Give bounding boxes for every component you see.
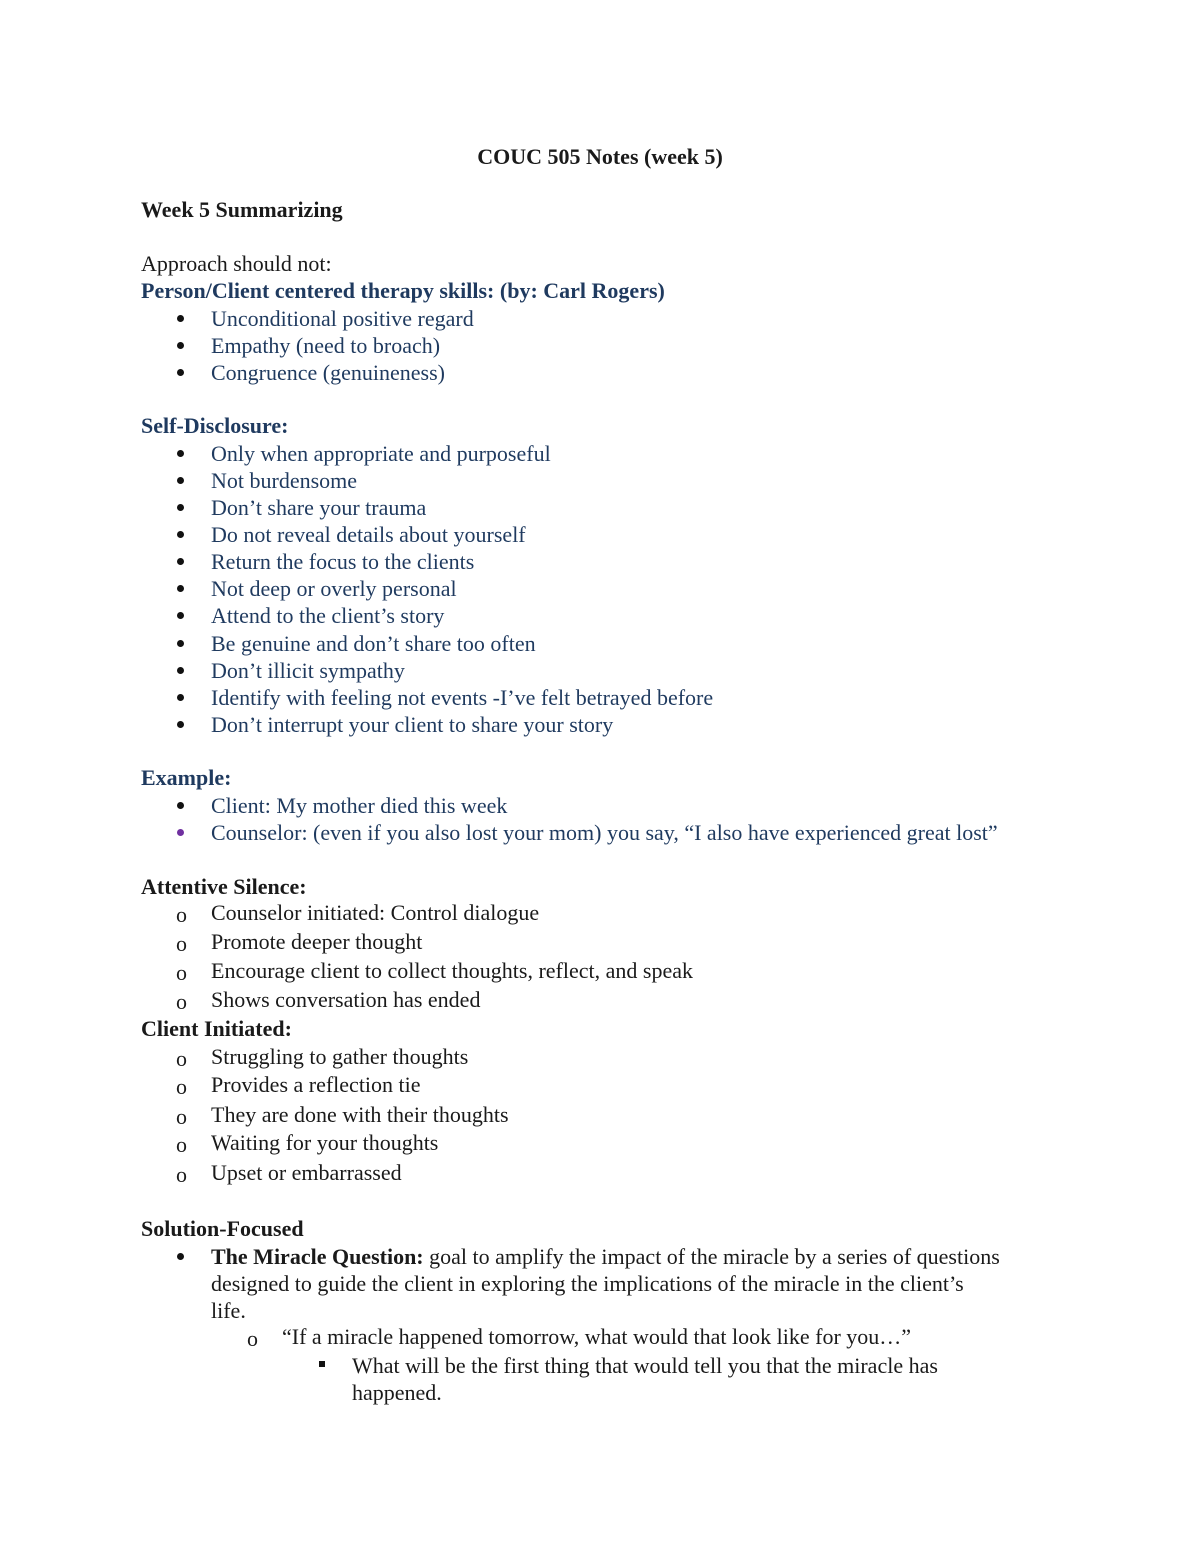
hollow-bullet-icon: o: [176, 931, 187, 956]
list-item: Attend to the client’s story: [211, 603, 445, 628]
list-item: Not deep or overly personal: [211, 576, 457, 601]
list-item: Don’t share your trauma: [211, 495, 427, 520]
list-item: Congruence (genuineness): [211, 360, 445, 385]
bullet-icon: [177, 585, 184, 592]
bullet-icon: [177, 315, 184, 322]
list-item: Unconditional positive regard: [211, 306, 474, 331]
miracle-question-text: goal to amplify the impact of the miracle by a series of questions: [429, 1244, 1000, 1269]
miracle-question-line: [211, 1244, 1000, 1270]
list-item: Do not reveal details about yourself: [211, 522, 526, 547]
hollow-bullet-icon: o: [176, 989, 187, 1014]
miracle-question-line-3: life.: [211, 1298, 246, 1323]
bullet-icon: [177, 369, 184, 376]
list-item: Waiting for your thoughts: [211, 1130, 439, 1155]
bullet-icon: [177, 504, 184, 511]
bullet-icon: [177, 694, 184, 701]
square-bullet-icon: [319, 1361, 325, 1367]
bullet-icon: [177, 342, 184, 349]
attentive-silence-heading: Attentive Silence:: [141, 874, 307, 899]
list-item: Be genuine and don’t share too often: [211, 631, 536, 656]
bullet-icon: [177, 640, 184, 647]
solution-focused-heading: Solution-Focused: [141, 1216, 304, 1241]
list-item: Client: My mother died this week: [211, 793, 508, 818]
list-item: Identify with feeling not events -I’ve felt betrayed before: [211, 685, 714, 710]
hollow-bullet-icon: o: [176, 960, 187, 985]
list-item: Don’t illicit sympathy: [211, 658, 405, 683]
sub-list-item: “If a miracle happened tomorrow, what would that look like for you…”: [282, 1324, 912, 1349]
hollow-bullet-icon: o: [176, 1132, 187, 1157]
hollow-bullet-icon: o: [176, 1162, 187, 1187]
miracle-question-label: The Miracle Question:: [211, 1244, 424, 1269]
list-item: They are done with their thoughts: [211, 1102, 509, 1127]
section-heading: Week 5 Summarizing: [141, 197, 343, 222]
list-item: Don’t interrupt your client to share your story: [211, 712, 614, 737]
bullet-icon: [177, 802, 184, 809]
example-heading: Example:: [141, 765, 232, 790]
list-item: Counselor initiated: Control dialogue: [211, 900, 540, 925]
page-title: COUC 505 Notes (week 5): [477, 144, 723, 169]
list-item: Promote deeper thought: [211, 929, 423, 954]
client-initiated-heading: Client Initiated:: [141, 1016, 292, 1041]
list-item: Upset or embarrassed: [211, 1160, 402, 1185]
hollow-bullet-icon: o: [176, 1104, 187, 1129]
bullet-icon: [177, 667, 184, 674]
bullet-icon: [177, 1253, 184, 1260]
sub-sub-list-item-line-2: happened.: [352, 1380, 442, 1405]
hollow-bullet-icon: o: [176, 902, 187, 927]
sub-sub-list-item: What will be the first thing that would tell you that the miracle has: [352, 1353, 938, 1378]
list-item: Return the focus to the clients: [211, 549, 475, 574]
approach-line: Approach should not:: [141, 251, 332, 276]
hollow-bullet-icon: o: [247, 1326, 258, 1351]
hollow-bullet-icon: o: [176, 1046, 187, 1071]
hollow-bullet-icon: o: [176, 1074, 187, 1099]
list-item: Provides a reflection tie: [211, 1072, 421, 1097]
list-item: Shows conversation has ended: [211, 987, 481, 1012]
list-item: Counselor: (even if you also lost your mom) you say, “I also have experienced great lost”: [211, 820, 998, 845]
list-item: Only when appropriate and purposeful: [211, 441, 551, 466]
bullet-icon: [177, 612, 184, 619]
list-item: Not burdensome: [211, 468, 358, 493]
list-item: Encourage client to collect thoughts, reflect, and speak: [211, 958, 693, 983]
bullet-icon: [177, 558, 184, 565]
bullet-icon: [177, 829, 184, 836]
person-centered-heading: Person/Client centered therapy skills: (by: Carl Rogers): [141, 278, 665, 303]
bullet-icon: [177, 721, 184, 728]
miracle-question-line-2: designed to guide the client in exploring the implications of the miracle in the client’s: [211, 1271, 964, 1296]
list-item: Struggling to gather thoughts: [211, 1044, 469, 1069]
list-item: Empathy (need to broach): [211, 333, 441, 358]
bullet-icon: [177, 531, 184, 538]
bullet-icon: [177, 450, 184, 457]
bullet-icon: [177, 477, 184, 484]
self-disclosure-heading: Self-Disclosure:: [141, 413, 289, 438]
